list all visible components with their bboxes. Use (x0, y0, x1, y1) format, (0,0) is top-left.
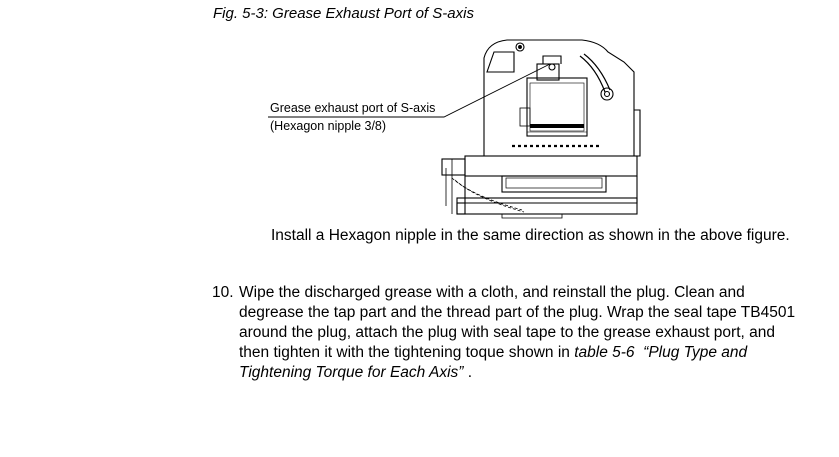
figure-caption: Fig. 5-3: Grease Exhaust Port of S-axis (213, 5, 474, 22)
lower-base (457, 198, 637, 214)
table-reference-link[interactable]: table 5-6 (574, 344, 635, 361)
base-plate (465, 156, 637, 176)
table-reference-title: “Plug Type and Tightening Torque for Each Axis” (239, 344, 748, 381)
step-text-end: . (463, 364, 473, 381)
grease-exhaust-nipple (549, 64, 555, 70)
step-text-body: Wipe the discharged grease with a cloth, and reinstall the plug. Clean and degrease the tap part and the thread part of the plug. Wrap the seal tape TB4501 around the plug, attach the plug with seal tape to the grease exhaust port, and then tighten it with the tightening toque shown in (239, 284, 796, 361)
callout-label (270, 99, 435, 135)
callout-line-2: (Hexagon nipple 3/8) (270, 119, 387, 133)
cable (580, 54, 610, 92)
step-number: 10. (212, 284, 234, 301)
cable-port (601, 88, 613, 100)
install-note: Install a Hexagon nipple in the same direction as shown in the above figure. (271, 227, 790, 244)
step-text (239, 283, 799, 383)
callout-line-1: Grease exhaust port of S-axis (270, 101, 436, 115)
